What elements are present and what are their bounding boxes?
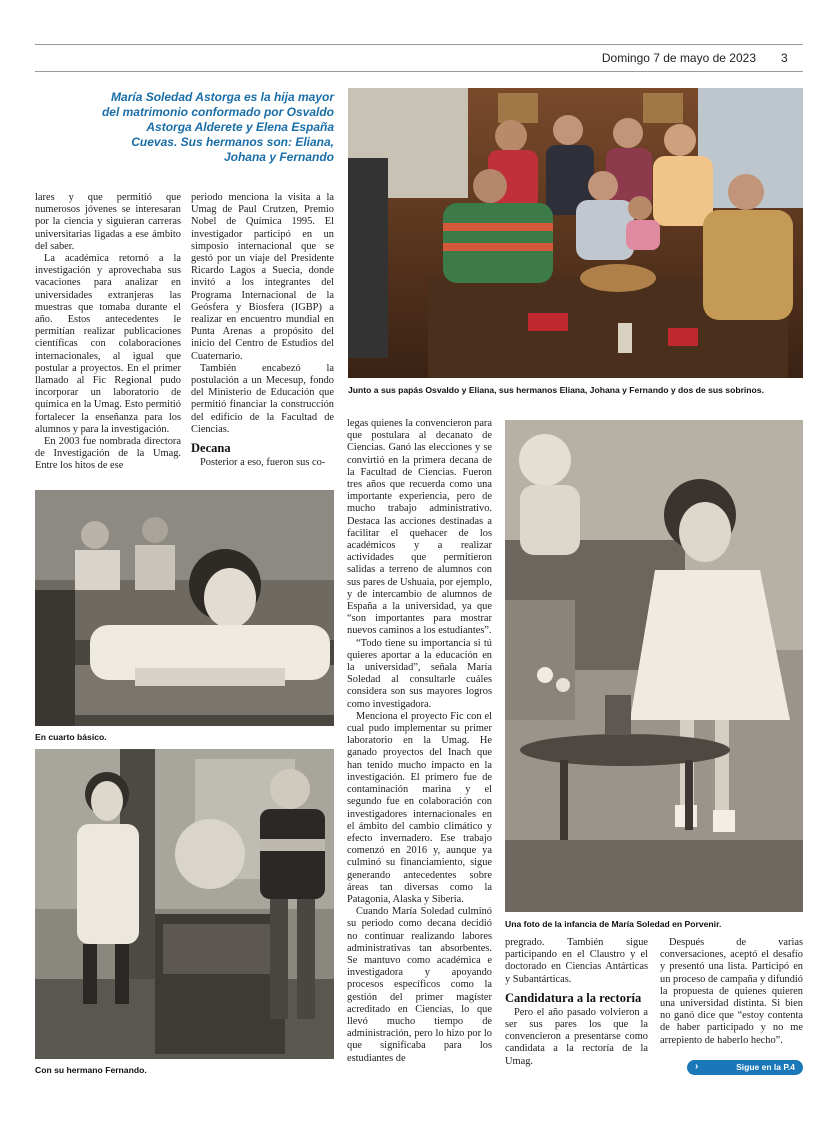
- col5-paragraph-1: Después de varias conversaciones, aceptó el desafío y presentó una lista. Participó en un proceso de campaña y difundió la propuesta de quienes quieren una universidad distinta. Si bien no ganó dice que “estoy contenta de haber participado y no me arrepiento de haberlo hecho”.: [660, 937, 803, 1046]
- section-heading-decana: Decana: [191, 441, 231, 456]
- childhood-photo-caption: Una foto de la infancia de María Soledad en Porvenir.: [505, 919, 722, 929]
- col3-paragraph-4: Cuando María Soledad culminó su periodo como decana decidió no continuar realizando labores administrativas tan absorbentes. Se mantuvo como académica e investigadora y apoyando procesos específicos como la gestión del primer magíster acreditado en Ciencias, lo que llevó mucho tiempo de administración, pero lo hizo por lo que significaba para los estudiantes de: [347, 906, 492, 1064]
- pull-quote: María Soledad Astorga es la hija mayor del matrimonio conformado por Osvaldo Astorga Alderete y Elena España Cuevas. Sus hermanos son: Eliana, Johana y Fernando: [101, 90, 334, 164]
- school-photo-caption: En cuarto básico.: [35, 732, 107, 742]
- header-bottom-rule: [35, 71, 803, 72]
- col2-paragraph-3: Posterior a eso, fueron sus co-: [200, 457, 326, 469]
- header-page-number: 3: [781, 51, 788, 65]
- article-column-5: [660, 937, 803, 1047]
- col2-paragraph-2: También encabezó la postulación a un Mecesup, fondo del Ministerio de Educación que permitió financiar la construcción del edificio de la Facultad de Ciencias.: [191, 362, 334, 435]
- family-photo: [348, 88, 803, 378]
- article-column-1: [35, 192, 181, 473]
- article-column-4: [505, 937, 648, 1068]
- childhood-photo: [505, 420, 803, 912]
- col1-paragraph-2: La académica retornó a la investigación y aprovechaba sus vacaciones para analizar en universidades extranjeras las muestras que tomaba durante el año. Estos antecedentes le permitían realizar publicaciones científicas con colaboraciones internacionales, al igual que postular a proyectos. En el primer llamado al Fic Regional pudo incorporar un laboratorio de química en la Umag. Esto permitió fortalecer la enseñanza para los alumnos y para la investigación.: [35, 253, 181, 435]
- school-photo: [35, 490, 334, 726]
- col3-paragraph-2: “Todo tiene su importancia si tú quieres aportar a la educación en la universidad”, señala María Soledad al consultarle cuáles considera son sus mayores logros como investigadora.: [347, 637, 492, 710]
- section-heading-candidatura: Candidatura a la rectoría: [505, 990, 642, 1005]
- brother-photo-caption: Con su hermano Fernando.: [35, 1065, 147, 1075]
- col1-paragraph-3: En 2003 fue nombrada directora de Investigación de la Umag. Entre los hitos de ese: [35, 436, 181, 472]
- col3-paragraph-3: Menciona el proyecto Fic con el cual pudo implementar su primer laboratorio en la Umag. He ganado proyectos del Inach que han tenido mucho impacto en la investigación. El primero fue de contaminación marina y el segundo fue en colaboración con investigadores internacionales en el ámbito del cambio climático y efecto invernadero. Ese trabajo comenzó en 2016 y, aunque ya culminó su financiamiento, sigue generando antecedentes sobre áreas tan diversas como la Patagonia, Alaska y Siberia.: [347, 710, 492, 905]
- col2-paragraph-1: periodo menciona la visita a la Umag de Paul Crutzen, Premio Nobel de Química 1995. El investigador participó en un simposio internacional que se gestó por un viaje del Presidente Ricardo Lagos a Suecia, donde invitó a los integrantes del Programa Internacional de la Geósfera y Biosfera (IGBP) a realizar en encuentro mundial en Punta Arenas a propósito del inicio del Centro de Estudios del Cuaternario.: [191, 192, 334, 362]
- continue-on-page-button[interactable]: [687, 1060, 803, 1075]
- col1-paragraph-1: lares y que permitió que numerosos jóvenes se interesaran por la ciencia y siguieran carreras universitarias ligadas a ese ámbito del saber.: [35, 192, 181, 252]
- family-photo-caption: Junto a sus papás Osvaldo y Eliana, sus hermanos Eliana, Johana y Fernando y dos de sus sobrinos.: [348, 385, 764, 395]
- header-date: Domingo 7 de mayo de 2023: [601, 51, 756, 65]
- header-top-rule: [35, 44, 803, 45]
- article-column-3: [347, 418, 492, 1065]
- col4-paragraph-2: Pero el año pasado volvieron a ser sus pares los que la convencieron a presentarse como candidata a la rectoría de la Umag.: [505, 1006, 648, 1067]
- col3-paragraph-1: legas quienes la convencieron para que postulara al decanato de Ciencias. Ganó las elecciones y se convirtió en la primera decana de la Facultad de Ciencias. Fueron tres años que recuerda como una importante experiencia, pero de mucho trabajo administrativo. Destaca las acciones destinadas a facilitar el quehacer de los académicos y a realizar actividades que permitieron salidas a terreno de alumnos con sus pares de Ushuaia, por ejemplo, y de intercambio de alumnos de España a la universidad, ya que “son importantes para mostrar nuevos caminos a los estudiantes”.: [347, 418, 492, 637]
- continue-label: Sigue en la P.4: [736, 1062, 795, 1072]
- article-column-2: [191, 192, 334, 469]
- brother-photo: [35, 749, 334, 1059]
- chevron-right-icon: ›: [695, 1061, 699, 1072]
- col4-paragraph-1: pregrado. También sigue participando en el Claustro y el doctorado en Ciencias Antárticas y Subantárticas.: [505, 937, 648, 985]
